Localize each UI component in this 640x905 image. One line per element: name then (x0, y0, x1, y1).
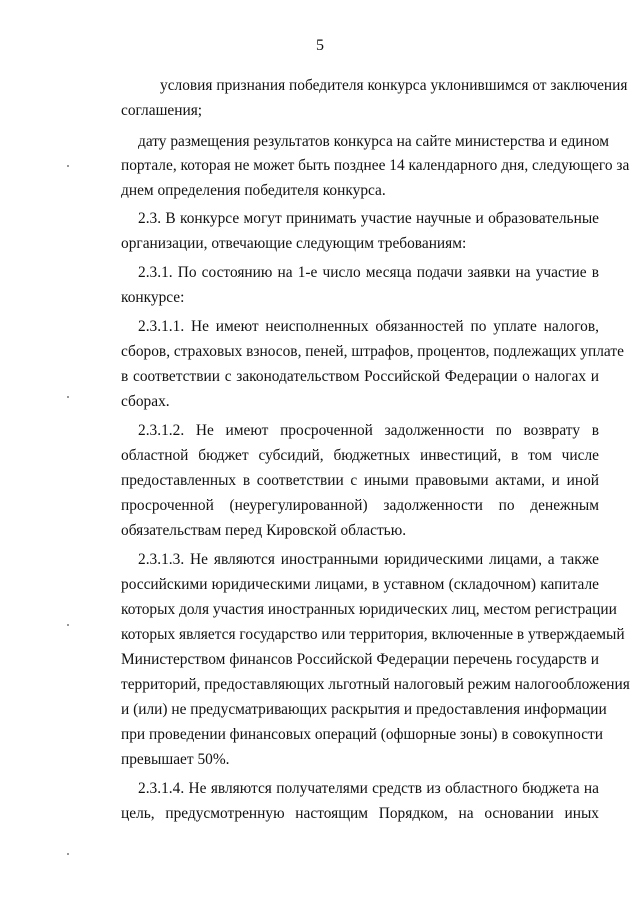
text-line: сборах. (121, 393, 170, 410)
text-line: 2.3.1.1. Не имеют неисполненных обязанностей по уплате налогов, (138, 318, 599, 335)
text-line: организации, отвечающие следующим требованиям: (121, 235, 467, 252)
text-line: сборов, страховых взносов, пеней, штрафов, процентов, подлежащих уплате (121, 343, 624, 360)
text-line: территорий, предоставляющих льготный налоговый режим налогообложения (121, 676, 630, 693)
text-line: Министерством финансов Российской Федерации перечень государств и (121, 651, 599, 668)
text-line: 2.3.1.4. Не являются получателями средств из областного бюджета на (138, 780, 599, 797)
page-number: 5 (316, 37, 324, 54)
text-line: конкурсе: (121, 289, 185, 306)
text-line: обязательствам перед Кировской областью. (121, 522, 407, 539)
text-line: 2.3.1. По состоянию на 1-е число месяца подачи заявки на участие в (138, 264, 599, 281)
text-line: которых доля участия иностранных юридических лиц, местом регистрации (121, 601, 617, 618)
scan-speck (67, 165, 69, 167)
text-line: условия признания победителя конкурса уклонившимся от заключения (160, 77, 628, 94)
text-line: в соответствии с законодательством Российской Федерации о налогах и (121, 368, 599, 385)
text-line: портале, которая не может быть позднее 14 календарного дня, следующего за (121, 157, 630, 174)
text-line: при проведении финансовых операций (офшорные зоны) в совокупности (121, 726, 604, 743)
text-line: соглашения; (121, 102, 203, 119)
text-line: 2.3.1.2. Не имеют просроченной задолженности по возврату в (138, 422, 599, 439)
text-line: днем определения победителя конкурса. (121, 182, 386, 199)
scan-speck (67, 624, 69, 626)
text-line: цель, предусмотренную настоящим Порядком, на основании иных (121, 805, 599, 822)
scan-speck (67, 396, 69, 398)
text-line: просроченной (неурегулированной) задолженности по денежным (121, 497, 599, 514)
text-line: которых является государство или территория, включенные в утверждаемый (121, 626, 625, 643)
text-line: 2.3.1.3. Не являются иностранными юридическими лицами, а также (138, 551, 599, 568)
text-line: превышает 50%. (121, 751, 230, 768)
text-line: предоставленных в соответствии с иными правовыми актами, и иной (121, 472, 599, 489)
text-line: 2.3. В конкурсе могут принимать участие научные и образовательные (138, 210, 599, 227)
text-line: областной бюджет субсидий, бюджетных инвестиций, в том числе (121, 447, 599, 464)
text-line: и (или) не предусматривающих раскрытия и предоставления информации (121, 701, 607, 718)
text-line: дату размещения результатов конкурса на сайте министерства и едином (138, 133, 610, 150)
text-line: российскими юридическими лицами, в уставном (складочном) капитале (121, 576, 599, 593)
scan-speck (67, 853, 69, 855)
